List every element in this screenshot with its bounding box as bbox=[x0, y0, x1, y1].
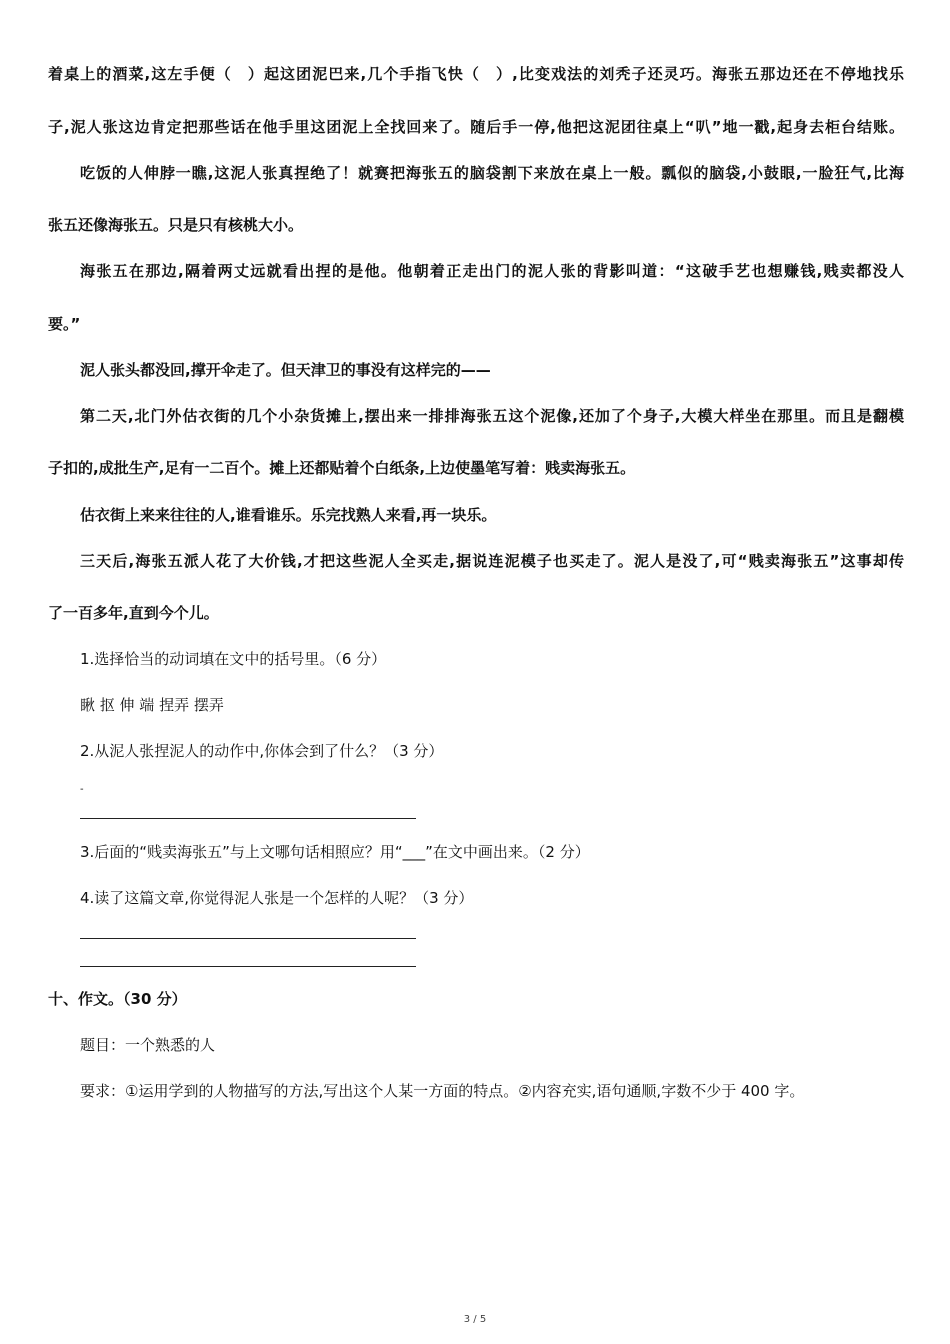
answer-line-q4-2[interactable] bbox=[80, 966, 416, 967]
answer-line-q4-1[interactable] bbox=[80, 938, 416, 939]
answer-dash-mark: - bbox=[80, 784, 84, 795]
passage-line-5: 海张五在那边,隔着两丈远就看出捏的是他。他朝着正走出门的泥人张的背影叫道：“这破手艺也想赚钱,贱卖都没人 bbox=[80, 262, 904, 280]
composition-requirements: 要求：①运用学到的人物描写的方法,写出这个人某一方面的特点。②内容充实,语句通顺,字数不少于 400 字。 bbox=[80, 1082, 805, 1100]
passage-line-2: 子,泥人张这边肯定把那些话在他手里这团泥上全找回来了。随后手一停,他把这泥团往桌上“叭”地一戳,起身去柜台结账。 bbox=[48, 118, 904, 136]
passage-line-1: 着桌上的酒菜,这左手便（ ）起这团泥巴来,几个手指飞快（ ）,比变戏法的刘秃子还灵巧。海张五那边还在不停地找乐 bbox=[48, 65, 904, 83]
question-3: 3.后面的“贱卖海张五”与上文哪句话相照应？用“___”在文中画出来。（2 分） bbox=[80, 843, 590, 861]
passage-line-8: 第二天,北门外估衣街的几个小杂货摊上,摆出来一排排海张五这个泥像,还加了个身子,大模大样坐在那里。而且是翻模 bbox=[80, 407, 904, 425]
composition-topic: 题目：一个熟悉的人 bbox=[80, 1036, 216, 1054]
question-1-options: 瞅 抠 伸 端 捏弄 摆弄 bbox=[80, 696, 224, 714]
question-1: 1.选择恰当的动词填在文中的括号里。（6 分） bbox=[80, 650, 387, 668]
page-number: 3 / 5 bbox=[463, 1314, 487, 1325]
passage-line-11: 三天后,海张五派人花了大价钱,才把这些泥人全买走,据说连泥模子也买走了。泥人是没了,可“贱卖海张五”这事却传 bbox=[80, 552, 904, 570]
composition-heading: 十、作文。（30 分） bbox=[48, 990, 187, 1008]
passage-line-3: 吃饭的人伸脖一瞧,这泥人张真捏绝了！就赛把海张五的脑袋割下来放在桌上一般。瓢似的脑袋,小鼓眼,一脸狂气,比海 bbox=[80, 164, 904, 182]
question-2: 2.从泥人张捏泥人的动作中,你体会到了什么？（3 分） bbox=[80, 742, 444, 760]
passage-line-9: 子扣的,成批生产,足有一二百个。摊上还都贴着个白纸条,上边使墨笔写着：贱卖海张五。 bbox=[48, 459, 636, 477]
question-4: 4.读了这篇文章,你觉得泥人张是一个怎样的人呢？（3 分） bbox=[80, 889, 474, 907]
answer-line-q2[interactable] bbox=[80, 818, 416, 819]
passage-line-12: 了一百多年,直到今个儿。 bbox=[48, 604, 219, 622]
passage-line-7: 泥人张头都没回,撑开伞走了。但天津卫的事没有这样完的—— bbox=[80, 361, 491, 379]
passage-line-10: 估衣街上来来往往的人,谁看谁乐。乐完找熟人来看,再一块乐。 bbox=[80, 506, 497, 524]
passage-line-6: 要。” bbox=[48, 315, 81, 333]
passage-line-4: 张五还像海张五。只是只有核桃大小。 bbox=[48, 216, 304, 234]
